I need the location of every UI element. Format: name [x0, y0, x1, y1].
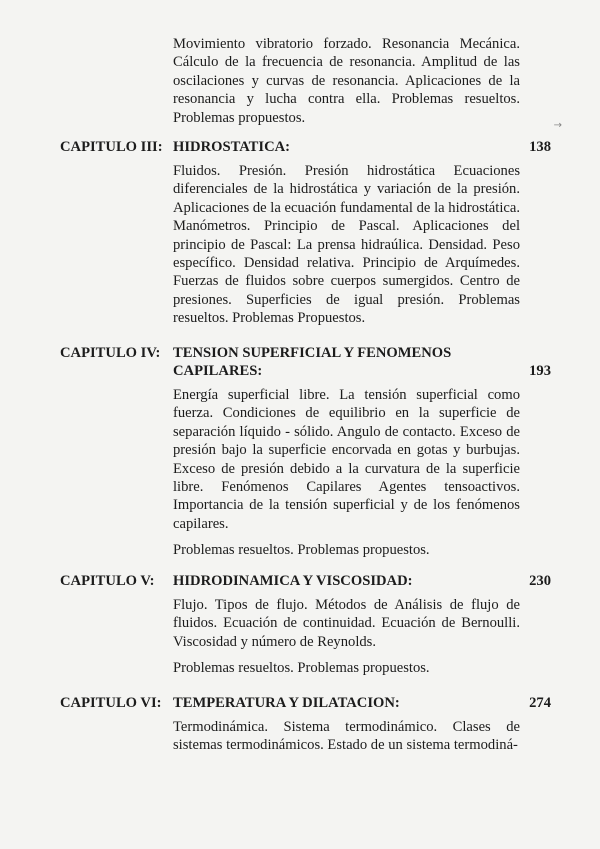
chapter-title: TEMPERATURA Y DILATACION:: [173, 695, 400, 711]
chapter-title: HIDROSTATICA:: [173, 139, 291, 155]
chapter-paragraph: Termodinámica. Sistema termodinámico. Clases de sistemas termodinámicos. Estado de un sistema termodiná-: [173, 719, 520, 754]
chapter-page-number: 274: [529, 695, 551, 711]
chapter-description: [173, 718, 520, 755]
chapter-description: [173, 386, 520, 560]
chapter-paragraph: Flujo. Tipos de flujo. Métodos de Análisis de flujo de fluidos. Ecuación de continuidad. Ecuación de Bernoulli. Viscosidad y número de Reynolds.: [173, 597, 520, 650]
chapter-page-number: 138: [529, 139, 551, 155]
chapter-label: CAPITULO VI:: [60, 695, 162, 711]
chapter-paragraph: Energía superficial libre. La tensión superficial como fuerza. Condiciones de equilibrio en la superficie de separación líquido - sólido. Angulo de contacto. Exceso de presión bajo la superficie encorvada en gotas y burbujas. Exceso de presión debido a la curvatura de la superficie libre. Fenómenos Capilares Agentes tensoactivos. Importancia de la tensión superficial y de los fenómenos capilares.: [173, 387, 520, 532]
chapter-label: CAPITULO IV:: [60, 345, 161, 361]
chapter-page-number: 193: [529, 363, 551, 379]
chapter-label: CAPITULO V:: [60, 573, 155, 589]
chapter-label: CAPITULO III:: [60, 139, 163, 155]
chapter-description: [173, 596, 520, 678]
chapter-title: HIDRODINAMICA Y VISCOSIDAD:: [173, 573, 413, 589]
chapter-description: [173, 162, 520, 328]
chapter-title: TENSION SUPERFICIAL Y FENOMENOS CAPILARES:: [173, 345, 452, 380]
chapter-problems: Problemas resueltos. Problemas propuestos.: [173, 542, 430, 559]
margin-arrow-mark: →: [553, 120, 562, 131]
chapter-paragraph: Fluidos. Presión. Presión hidrostática Ecuaciones diferenciales de la hidrostática y variación de la presión. Aplicaciones de la ecuación fundamental de la hidrostática. Manómetros. Principio de Pascal. Aplicaciones del principio de Pascal: La prensa hidraúlica. Densidad. Peso específico. Densidad relativa. Principio de Arquímedes. Fuerzas de fluidos sobre cuerpos sumergidos. Centro de presiones. Superficies de igual presión. Problemas resueltos. Problemas Propuestos.: [173, 163, 520, 327]
chapter-page-number: 230: [529, 573, 551, 589]
chapter-problems: Problemas resueltos. Problemas propuestos.: [173, 660, 430, 677]
intro-paragraph: Movimiento vibratorio forzado. Resonancia Mecánica. Cálculo de la frecuencia de resonancia. Amplitud de las oscilaciones y curvas de resonancia. Aplicaciones de la resonancia y lucha contra ella. Problemas resueltos. Problemas propuestos.: [173, 36, 520, 126]
